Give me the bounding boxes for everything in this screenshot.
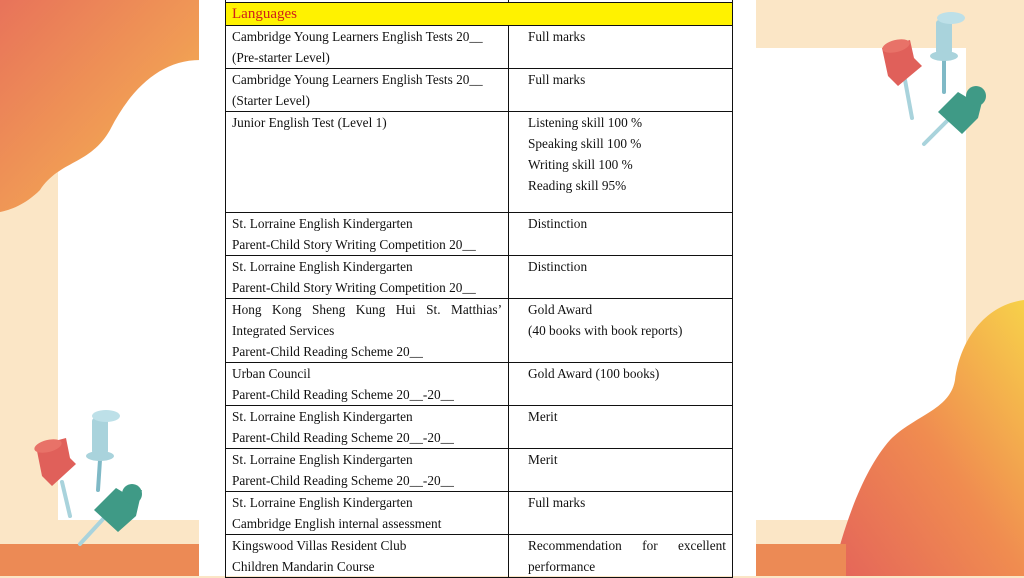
section-header: Languages xyxy=(226,3,733,26)
award-name-line: Urban Council xyxy=(232,366,311,381)
award-name-line: Parent-Child Reading Scheme 20__-20__ xyxy=(232,473,454,488)
award-name-cell xyxy=(226,256,509,299)
award-name-cell xyxy=(226,492,509,535)
award-result-line: performance xyxy=(528,559,596,574)
table-row xyxy=(226,26,733,69)
awards-table-container xyxy=(225,0,733,578)
award-result-line: Merit xyxy=(528,409,558,424)
award-name-line: Kingswood Villas Resident Club xyxy=(232,538,407,553)
award-result-line: Writing skill 100 % xyxy=(528,157,633,172)
award-name-cell xyxy=(226,69,509,112)
award-name-line: (Pre-starter Level) xyxy=(232,50,330,65)
award-result-line: Full marks xyxy=(528,72,586,87)
award-name-line: St. Lorraine English Kindergarten xyxy=(232,495,413,510)
award-result-line: Distinction xyxy=(528,259,588,274)
award-result-cell xyxy=(509,26,733,69)
award-result-cell xyxy=(509,256,733,299)
bottom-left-band xyxy=(0,544,200,576)
award-name-line: (Starter Level) xyxy=(232,93,310,108)
award-name-line: Parent-Child Reading Scheme 20__-20__ xyxy=(232,430,454,445)
award-name-line: Parent-Child Reading Scheme 20__ xyxy=(232,344,423,359)
table-row xyxy=(226,112,733,213)
award-name-cell xyxy=(226,363,509,406)
award-result-line: Speaking skill 100 % xyxy=(528,136,642,151)
award-name-line: Integrated Services xyxy=(232,323,335,338)
award-name-line: Cambridge Young Learners English Tests 20__ xyxy=(232,72,483,87)
award-result-line: Full marks xyxy=(528,495,586,510)
award-result-cell xyxy=(509,492,733,535)
award-name-line: Hong Kong Sheng Kung Hui St. Matthias’ xyxy=(232,302,502,317)
award-name-cell xyxy=(226,299,509,363)
table-row xyxy=(226,363,733,406)
award-result-line: Reading skill 95% xyxy=(528,178,627,193)
award-name-line: Junior English Test (Level 1) xyxy=(232,115,387,130)
award-result-cell xyxy=(509,213,733,256)
award-name-line: St. Lorraine English Kindergarten xyxy=(232,216,413,231)
award-name-line: St. Lorraine English Kindergarten xyxy=(232,409,413,424)
award-name-cell xyxy=(226,406,509,449)
award-name-cell xyxy=(226,449,509,492)
award-name-line: Parent-Child Story Writing Competition 20__ xyxy=(232,237,476,252)
section-header-row xyxy=(226,3,733,26)
award-result-cell xyxy=(509,112,733,213)
award-name-cell xyxy=(226,112,509,213)
award-result-cell xyxy=(509,449,733,492)
award-name-cell xyxy=(226,535,509,578)
award-name-line: Parent-Child Reading Scheme 20__-20__ xyxy=(232,387,454,402)
bottom-right-band xyxy=(756,544,846,576)
award-result-line: Merit xyxy=(528,452,558,467)
award-result-line: Gold Award (100 books) xyxy=(528,366,660,381)
award-result-line: (40 books with book reports) xyxy=(528,323,683,338)
award-result-cell xyxy=(509,406,733,449)
table-row xyxy=(226,69,733,112)
award-name-line: St. Lorraine English Kindergarten xyxy=(232,259,413,274)
table-row xyxy=(226,492,733,535)
award-name-line: Children Mandarin Course xyxy=(232,559,375,574)
award-result-cell xyxy=(509,69,733,112)
award-result-cell xyxy=(509,299,733,363)
award-result-line: Listening skill 100 % xyxy=(528,115,643,130)
award-name-line: St. Lorraine English Kindergarten xyxy=(232,452,413,467)
table-row xyxy=(226,449,733,492)
award-name-cell xyxy=(226,26,509,69)
awards-table xyxy=(225,0,733,578)
award-result-line: Recommendation for excellent xyxy=(528,538,726,553)
award-name-line: Cambridge Young Learners English Tests 20__ xyxy=(232,29,483,44)
award-result-line: Full marks xyxy=(528,29,586,44)
award-result-line: Distinction xyxy=(528,216,588,231)
award-result-cell xyxy=(509,535,733,578)
table-row xyxy=(226,535,733,578)
award-name-line: Parent-Child Story Writing Competition 20__ xyxy=(232,280,476,295)
table-row xyxy=(226,213,733,256)
table-row xyxy=(226,406,733,449)
award-name-cell xyxy=(226,213,509,256)
award-name-line: Cambridge English internal assessment xyxy=(232,516,442,531)
table-row xyxy=(226,256,733,299)
award-result-cell xyxy=(509,363,733,406)
table-row xyxy=(226,299,733,363)
award-result-line: Gold Award xyxy=(528,302,593,317)
